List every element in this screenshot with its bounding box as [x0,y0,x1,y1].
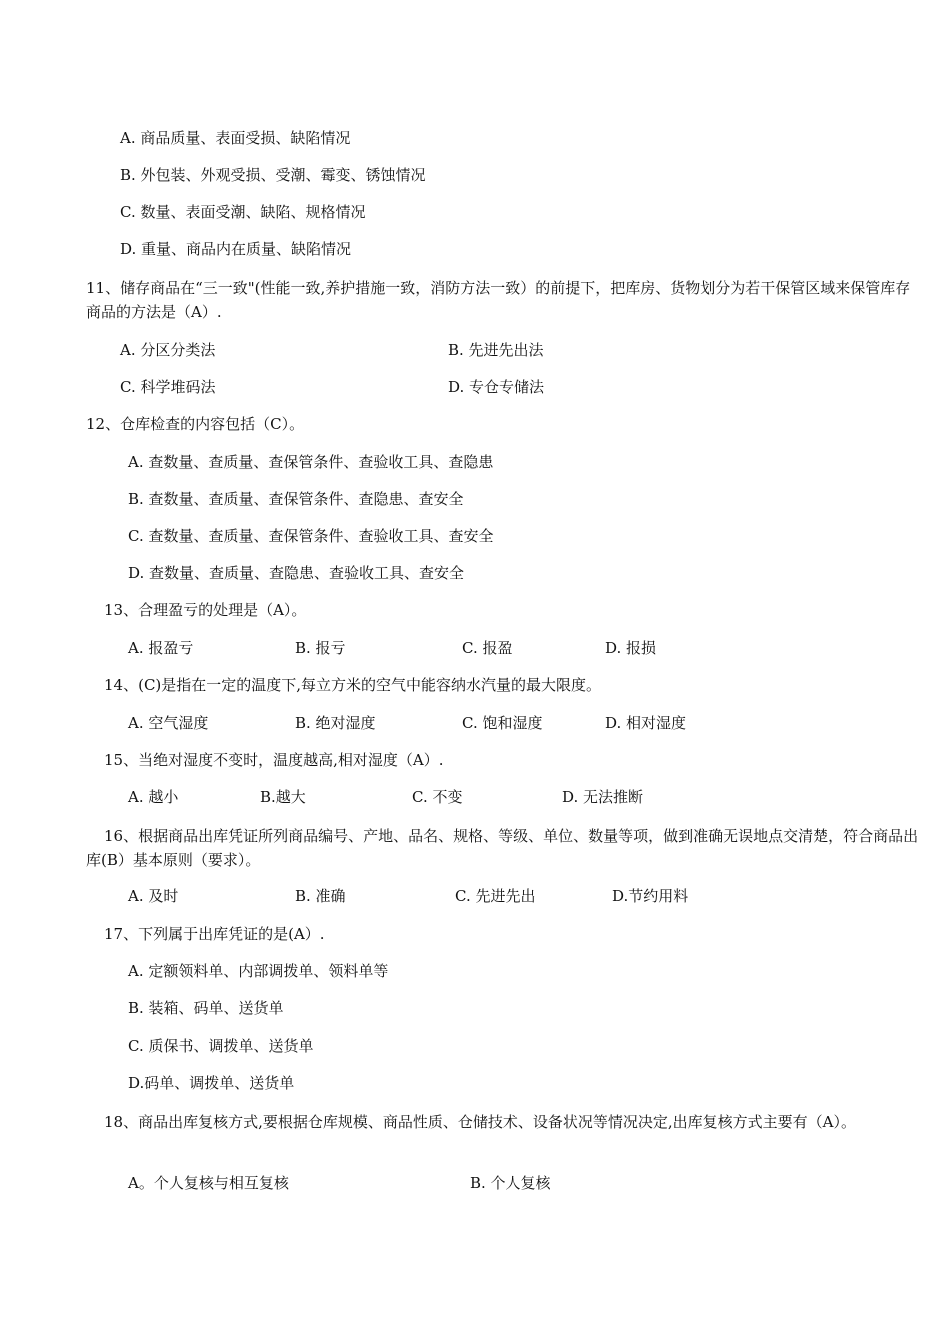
q16-option-d: D.节约用料 [612,887,689,905]
q17-option-a: A. 定额领料单、内部调拨单、领料单等 [128,962,389,980]
q17-stem: 17、下列属于出库凭证的是(A）. [104,925,325,943]
q13-option-a: A. 报盈亏 [128,639,194,657]
q17-option-c: C. 质保书、调拨单、送货单 [128,1037,314,1055]
q12-option-d: D. 查数量、查质量、查隐患、查验收工具、查安全 [128,564,465,582]
q10-option-a: A. 商品质量、表面受损、缺陷情况 [120,129,351,147]
q14-option-c: C. 饱和湿度 [462,714,543,732]
q17-option-d: D.码单、调拨单、送货单 [128,1074,295,1092]
q17-option-b: B. 装箱、码单、送货单 [128,999,284,1017]
q15-stem: 15、当绝对湿度不变时，温度越高,相对湿度（A）. [104,751,444,769]
q12-option-c: C. 查数量、查质量、查保管条件、查验收工具、查安全 [128,527,494,545]
q13-option-d: D. 报损 [605,639,657,657]
q16-option-b: B. 准确 [295,887,346,905]
q10-option-b: B. 外包装、外观受损、受潮、霉变、锈蚀情况 [120,166,426,184]
q12-stem: 12、仓库检查的内容包括（C）。 [86,415,305,433]
q11-option-d: D. 专仓专储法 [448,378,545,396]
q16-option-a: A. 及时 [128,887,179,905]
q16-stem: 16、根据商品出库凭证所列商品编号、产地、品名、规格、等级、单位、数量等项，做到准确无误地点交清楚，符合商品出库(B）基本原则（要求）。 [86,827,919,869]
q11-option-c: C. 科学堆码法 [120,378,216,396]
q11-option-b: B. 先进先出法 [448,341,544,359]
q14-option-a: A. 空气湿度 [128,714,209,732]
q13-option-b: B. 报亏 [295,639,346,657]
q11-option-a: A. 分区分类法 [120,341,216,359]
q13-option-c: C. 报盈 [462,639,513,657]
q15-option-d: D. 无法推断 [562,788,644,806]
q14-option-b: B. 绝对湿度 [295,714,376,732]
q12-option-a: A. 查数量、查质量、查保管条件、查验收工具、查隐患 [128,453,494,471]
q15-option-a: A. 越小 [128,788,179,806]
q15-option-c: C. 不变 [412,788,463,806]
q14-option-d: D. 相对湿度 [605,714,687,732]
q15-option-b: B.越大 [260,788,306,806]
q10-option-d: D. 重量、商品内在质量、缺陷情况 [120,240,352,258]
q18-stem: 18、商品出库复核方式,要根据仓库规模、商品性质、仓储技术、设备状况等情况决定,出库复核方式主要有（A）。 [104,1113,856,1131]
q13-stem: 13、合理盈亏的处理是（A）。 [104,601,307,619]
q12-option-b: B. 查数量、查质量、查保管条件、查隐患、查安全 [128,490,464,508]
q10-option-c: C. 数量、表面受潮、缺陷、规格情况 [120,203,366,221]
q18-option-a: A。个人复核与相互复核 [128,1174,289,1192]
q18-option-b: B. 个人复核 [470,1174,551,1192]
q11-stem: 11、储存商品在“三一致"(性能一致,养护措施一致，消防方法一致）的前提下，把库房、货物划分为若干保管区域来保管库存商品的方法是（A）. [86,279,911,321]
q14-stem: 14、(C)是指在一定的温度下,每立方米的空气中能容纳水汽量的最大限度。 [104,676,602,694]
q16-option-c: C. 先进先出 [455,887,536,905]
